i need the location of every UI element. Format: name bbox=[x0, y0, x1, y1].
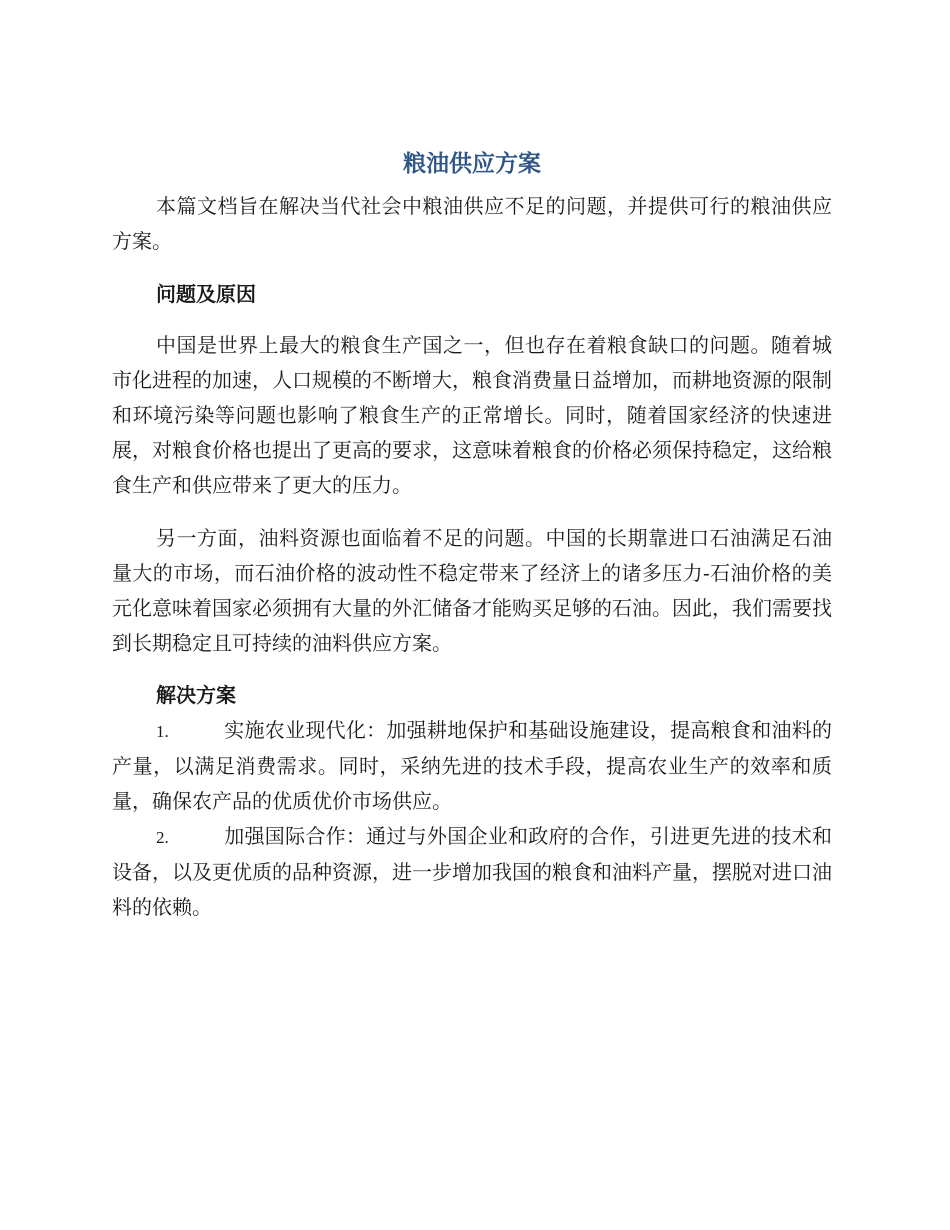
document-page bbox=[112, 145, 832, 925]
document-title: 粮油供应方案 bbox=[403, 151, 541, 177]
list-item-number: 2. bbox=[156, 828, 169, 847]
section-heading-solutions: 解决方案 bbox=[156, 683, 236, 707]
problem-paragraph-grain: 中国是世界上最大的粮食生产国之一，但也存在着粮食缺口的问题。随着城市化进程的加速，人口规模的不断增大，粮食消费量日益增加，而耕地资源的限制和环境污染等问题也影响了粮食生产的正常增长。同时，随着国家经济的快速进展，对粮食价格也提出了更高的要求，这意味着粮食的价格必须保持稳定，这给粮食生产和供应带来了更大的压力。 bbox=[112, 333, 832, 497]
problem-paragraph-oil: 另一方面，油料资源也面临着不足的问题。中国的长期靠进口石油满足石油量大的市场，而石油价格的波动性不稳定带来了经济上的诸多压力-石油价格的美元化意味着国家必须拥有大量的外汇储备才能购买足够的石油。因此，我们需要找到长期稳定且可持续的油料供应方案。 bbox=[112, 526, 832, 655]
list-item-text: 实施农业现代化：加强耕地保护和基础设施建设，提高粮食和油料的产量，以满足消费需求。同时，采纳先进的技术手段，提高农业生产的效率和质量，确保农产品的优质优价市场供应。 bbox=[112, 718, 832, 813]
list-item bbox=[112, 819, 832, 925]
section-heading-problems: 问题及原因 bbox=[156, 282, 256, 306]
intro-paragraph: 本篇文档旨在解决当代社会中粮油供应不足的问题，并提供可行的粮油供应方案。 bbox=[112, 194, 832, 253]
list-item bbox=[112, 713, 832, 819]
list-item-text: 加强国际合作：通过与外国企业和政府的合作，引进更先进的技术和设备，以及更优质的品种资源，进一步增加我国的粮食和油料产量，摆脱对进口油料的依赖。 bbox=[112, 824, 832, 919]
list-item-number: 1. bbox=[156, 722, 169, 741]
